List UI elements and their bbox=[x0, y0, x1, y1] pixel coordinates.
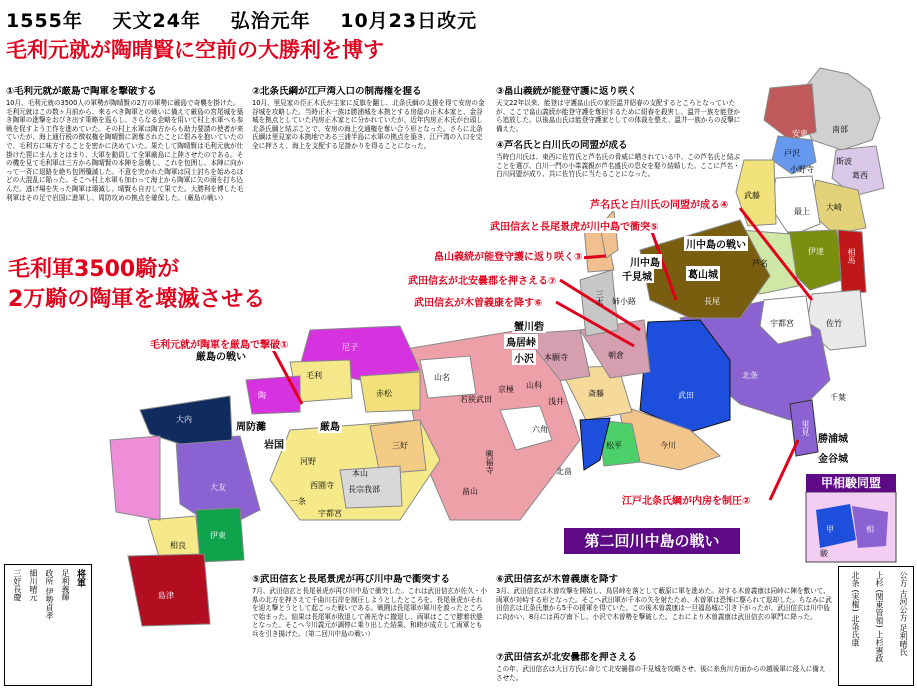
clan-satake: 佐竹 bbox=[826, 319, 842, 328]
clan-miki: 朝倉 bbox=[608, 351, 624, 360]
clan-mogami: 最上 bbox=[794, 207, 810, 216]
shogunate-line-1: 足利義輝 bbox=[61, 569, 70, 601]
callout-ashina-shirakawa: 芦名氏と白川氏の同盟が成る④ bbox=[588, 196, 730, 211]
article-6-body: 3月、武田信玄は木曽攻撃を開始し、鳥居峠を落として藪原に軍を進めた。対する木曽義康は同峠に陣を敷いて、両軍が対峙する形となった。そこへ武田軍が千本の矢を射たため、木曽軍は恐怖に駆られて退却した。ちなみに武田信玄は北条氏康から5千の援軍を得ていた。この後木曽義康は一旦福島城に引き下がったが、武田信玄は川中島に向かい、8月には再び南下し、小沢で木曽勢を撃破した。これにより木曽義康は武田信玄の軍門に降った。 bbox=[496, 587, 832, 621]
label-kawanakajima-battle: 川中島の戦い bbox=[684, 236, 748, 251]
kanto-line-3: 北条 (実権) 北条氏康 bbox=[851, 571, 860, 647]
callout-kawanakajima: 武田信玄と長尾景虎が川中島で衝突⑤ bbox=[488, 218, 660, 233]
clan-kasai: 葛西 bbox=[852, 171, 868, 180]
big-caption-line1: 毛利軍3500騎が bbox=[8, 257, 180, 282]
clan-mori: 毛利 bbox=[306, 371, 322, 380]
clan-kyogoku: 京極 bbox=[498, 385, 514, 394]
article-3 bbox=[496, 86, 746, 138]
shogunate-line-2: 政所 伊勢貞孝 bbox=[45, 569, 54, 620]
clan-kofukuji: 興福寺 bbox=[485, 450, 494, 474]
clan-sue: 陶 bbox=[258, 391, 266, 400]
callout-noto: 畠山義続が能登守護に返り咲く③ bbox=[432, 248, 584, 263]
clan-saito: 斎藤 bbox=[588, 389, 604, 398]
clan-yamana: 山名 bbox=[434, 373, 450, 382]
tenbun-era-text: 天文24年 bbox=[112, 10, 201, 32]
clan-chiba: 千葉 bbox=[830, 393, 846, 402]
article-4-body: 当時白川氏は、東西に佐竹氏と芦名氏の脅威に晒されている中、この芦名氏と結ぶことを選び、白川一門の小峯義親が芦名盛氏の息女を娶り結婚した。ここに芦名・白川同盟が成り、共に佐竹氏に当たることになった。 bbox=[496, 153, 740, 179]
clan-ichijo: 一条 bbox=[290, 497, 306, 506]
clan-kono: 河野 bbox=[300, 457, 316, 466]
clan-shimazu: 島津 bbox=[158, 591, 174, 600]
clan-takeda: 武田 bbox=[678, 391, 694, 400]
kanto-legend bbox=[838, 566, 914, 686]
clan-utsunomiya-iyo: 宇都宮 bbox=[318, 509, 342, 518]
clan-ouchi: 大内 bbox=[176, 415, 192, 424]
article-1-body: 10月、毛利元就の3500人の軍勢が陶晴賢の2万の軍勢に厳島で奇襲を掛けた。毛利元就はこの数ヶ月前から、来るべき陶軍との戦いに備えて厳島の宮尾城を築き陶軍の進撃をおびき出す策略を巡らし、さらなる企略を用いて村上水軍へも参戦を促すよう工作を進めていた。その村上水軍は陶方からも助力要請の使者が来ていたが、海上通行税の徴収権を陶晴賢に剥奪されたことに恨みを抱いていたので、毛利方に味方することを密かに決めていた。果たして陶晴賢は毛利元就が仕掛けた罠にまんまとはまり、大軍を動員して全軍厳島に上陸させたのである。その機を見て毛利軍は三方から陶晴賢の本陣を急襲し、これを包囲し、本陣に向かって一斉に退路を絶ち包囲殲滅した。不意を突かれた陶軍は同士討ちを始めるほどの大混乱に陥った。そこへ村上水軍も加わって海上から陶軍に矢の雨を打ち込んだ。逃げ場を失った陶軍は壊滅し、晴賢も自刃して果てた。大勝利を博した毛利軍はその足で岩国に進軍し、周防攻めの拠点を確保した。（厳島の戦い） bbox=[6, 99, 244, 202]
article-7-title: ⑦武田信玄が北安曇郡を押さえる bbox=[496, 652, 638, 663]
label-iwakuni: 岩国 bbox=[262, 436, 286, 451]
label-ozawa: 小沢 bbox=[512, 350, 536, 365]
kanto-line-1: 公方 古河公方 足利晴氏 bbox=[899, 571, 908, 657]
shogunate-line-3: 細川晴元 bbox=[29, 569, 38, 601]
clan-ashina: 芦名 bbox=[752, 259, 768, 268]
clan-akamatsu: 赤松 bbox=[376, 389, 392, 398]
year-text: 1555年 bbox=[6, 10, 83, 32]
article-2 bbox=[252, 86, 488, 186]
region-ando bbox=[764, 84, 816, 140]
clan-hatakeyama: 畠山 bbox=[462, 487, 478, 496]
clan-rokkaku: 六角 bbox=[532, 425, 548, 434]
clan-asakura: 本願寺 bbox=[544, 353, 568, 362]
callout-azumi: 武田信玄が北安曇郡を押さえる⑦ bbox=[406, 272, 558, 287]
callout-itsukushima: 毛利元就が陶軍を厳島で撃破① bbox=[148, 336, 290, 351]
label-chimi-castle: 千見城 bbox=[620, 268, 654, 283]
kanto-line-2: 上杉 (関東管領) 上杉憲政 bbox=[875, 571, 884, 663]
clan-honganji: 三木 bbox=[595, 290, 604, 306]
clan-nagao: 長尾 bbox=[704, 297, 720, 306]
clan-imagawa: 今川 bbox=[660, 441, 676, 450]
alliance-member-sagami: 相 bbox=[866, 525, 874, 534]
clan-miyoshi: 三好 bbox=[392, 441, 408, 450]
clan-amago: 尼子 bbox=[342, 343, 358, 352]
label-itsukushima: 厳島 bbox=[318, 418, 342, 433]
arrow-edo bbox=[770, 440, 798, 500]
clan-shiba: 斯波 bbox=[836, 157, 852, 166]
article-1 bbox=[6, 86, 244, 238]
article-3-title: ③畠山義続が能登守護に返り咲く bbox=[496, 86, 638, 97]
article-2-title: ②北条氏綱が江戸湾入口の制海権を握る bbox=[252, 86, 422, 97]
label-itsukushima-battle: 厳島の戦い bbox=[196, 352, 246, 363]
article-6 bbox=[496, 574, 832, 652]
label-katsuura-castle: 勝浦城 bbox=[818, 434, 848, 445]
region-suo bbox=[246, 376, 300, 414]
shogunate-line-4: 三好長慶 bbox=[13, 569, 22, 601]
label-torii-pass: 鳥居峠 bbox=[504, 334, 538, 349]
alliance-member-kai: 甲 bbox=[826, 525, 834, 534]
headline: 毛利元就が陶晴賢に空前の大勝利を博す bbox=[6, 38, 384, 62]
shogunate-title: 将軍 bbox=[75, 569, 85, 587]
big-caption-line2: 2万騎の陶軍を壊滅させる bbox=[8, 287, 266, 312]
article-2-body: 10月、里見家の臣正木氏が主家に反旗を翻し、北条氏綱の支援を得て安房の金谷城を攻略した。当時正木一族は勝浦城を本拠とする房総の正木本家と、金谷城を拠点としていた内房正木家とに分かれていたが、近年内房正木氏が台頭し北条氏綱と結ぶことで、安房の海上交通権を奪い合う形となった。さらに北条氏綱は里見家の本拠地である三浦半島に水軍の拠点を築き、江戸湾の入口を完全に押さえ、海上を支配する足掛かりを得ることになった。 bbox=[252, 99, 485, 150]
koji-era-text: 弘治元年 bbox=[230, 10, 311, 32]
clan-muto: 武藤 bbox=[744, 191, 760, 200]
clan-satomi: 里見 bbox=[801, 420, 810, 436]
label-kawanakajima: 川中島 bbox=[628, 254, 662, 269]
clan-azai: 浅井 bbox=[548, 397, 564, 406]
region-hizen bbox=[110, 436, 160, 520]
clan-osaki: 大崎 bbox=[826, 203, 842, 212]
callout-kiso: 武田信玄が木曽義康を降す⑥ bbox=[412, 294, 544, 309]
clan-onodera: 小野寺 bbox=[790, 165, 814, 174]
clan-kitabatake: 北畠 bbox=[556, 467, 572, 476]
clan-motoyama: 本山 bbox=[352, 469, 368, 478]
clan-matsudaira: 松平 bbox=[606, 441, 622, 450]
article-6-title: ⑥武田信玄が木曽義康を降す bbox=[496, 574, 619, 585]
clan-anegakoji: 姉小路 bbox=[612, 297, 636, 306]
clan-tozawa: 戸沢 bbox=[784, 149, 800, 158]
label-kanaya-castle: 金谷城 bbox=[818, 454, 848, 465]
clan-otomo: 大友 bbox=[210, 483, 226, 492]
kawanakajima-banner: 第二回川中島の戦い bbox=[564, 528, 740, 554]
label-kanigawa: 蟹川砦 bbox=[512, 318, 546, 333]
era-change-text: 10月23日改元 bbox=[340, 10, 478, 32]
shogunate-legend bbox=[4, 564, 92, 686]
label-suo-nada: 周防灘 bbox=[236, 422, 266, 433]
clan-ito: 伊東 bbox=[210, 531, 226, 540]
callout-edo-hojo: 江戸北条氏綱が内房を制圧② bbox=[620, 492, 752, 507]
region-sagara bbox=[148, 516, 200, 560]
clan-utsunomiya: 宇都宮 bbox=[770, 319, 794, 328]
clan-ando: 安東 bbox=[792, 129, 808, 138]
article-5-body: 7月、武田信玄と長尾景虎が再び川中島で衝突した。これは武田信玄が佐久・小県の北方を押さえて千曲川右岸を制圧しようとしたところを、長尾景虎がそれを迎え撃とうとして起こった戦いである。戦闘は長尾軍が犀川を渡ったところで始まった。結果は長尾軍が敗退して善光寺に撤退し、両軍はここで膠着状態となった。そこへ今川義元が調停に乗り出した結果、和睦が成立して両軍とも兵を引き揚げた。（第二回川中島の戦い） bbox=[252, 587, 487, 638]
alliance-title: 甲相駿同盟 bbox=[806, 474, 896, 492]
article-7 bbox=[496, 652, 832, 686]
clan-date: 伊達 bbox=[808, 247, 824, 256]
clan-hojo: 北条 bbox=[742, 371, 758, 380]
clan-saionji: 西園寺 bbox=[310, 481, 334, 490]
alliance-member-suruga: 駿 bbox=[820, 549, 828, 558]
article-1-title: ①毛利元就が厳島で陶軍を撃破する bbox=[6, 86, 157, 97]
clan-chosokabe: 長宗我部 bbox=[348, 485, 380, 494]
clan-soma: 相馬 bbox=[847, 248, 856, 264]
clan-sagara: 相良 bbox=[170, 541, 186, 550]
article-7-body: この年、武田信玄は大日方氏に命じて北安曇郡の千見城を攻略させ、後に糸魚川方面からの越後軍に侵入に備えさせた。 bbox=[496, 665, 826, 682]
article-3-body: 天文22年以来、能登は守護畠山氏の家臣温井紹春の支配するところとなっていたが、ここで畠山義続が能登守護を奪回するために紹春を殺害し、温井一族を能登から追放した。以後畠山氏は能登守護家としての体裁を整え、温井一族からの反撃に備えた。 bbox=[496, 99, 741, 133]
clan-nanbu: 南部 bbox=[832, 125, 848, 134]
article-5 bbox=[252, 574, 488, 684]
label-katsurayama-castle: 葛山城 bbox=[686, 266, 720, 281]
clan-wakasa-takeda: 若狭武田 bbox=[460, 395, 492, 404]
article-4 bbox=[496, 140, 746, 190]
clan-yamashina: 山科 bbox=[526, 381, 542, 390]
article-5-title: ⑤武田信玄と長尾景虎が再び川中島で衝突する bbox=[252, 574, 451, 585]
article-4-title: ④芦名氏と白川氏の同盟が成る bbox=[496, 140, 628, 151]
